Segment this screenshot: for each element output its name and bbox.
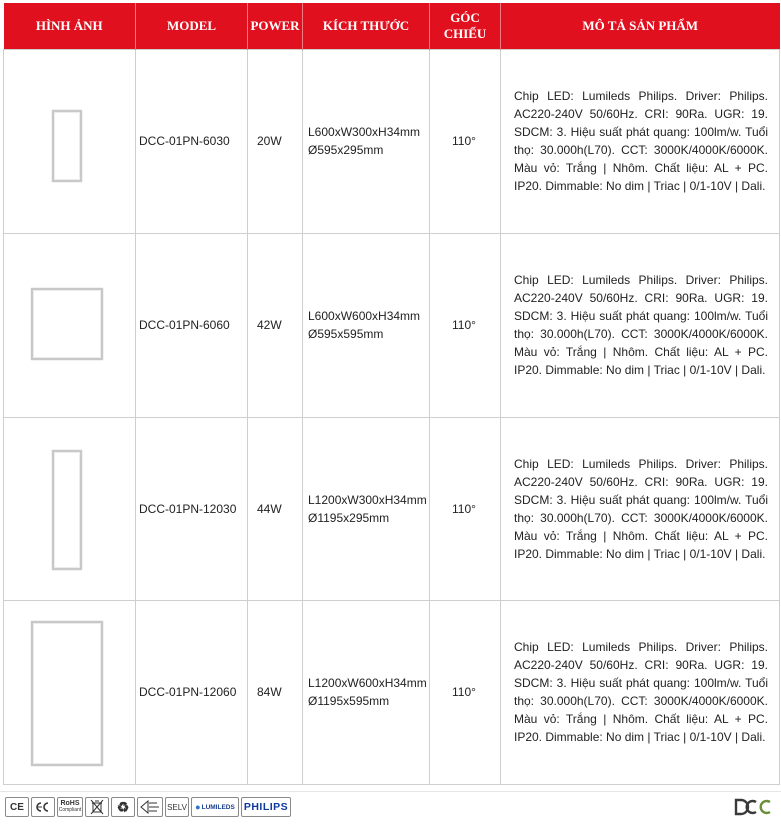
product-description: Chip LED: Lumileds Philips. Driver: Philips. AC220-240V 50/60Hz. CRI: 90Ra. UGR: 19. SDCM: 3. Hiệu suất phát quang: 100lm/w. Tuổi thọ: 30.000h(L70). CCT: 3000K/4000K/6000K. Màu vỏ: Trắng | Nhôm. Chất liệu: AL + PC. IP20. Dimmable: No dim | Triac | 0/1-10V | Dali. <box>501 417 780 600</box>
rohs-sub-label: Compliant <box>58 807 82 813</box>
size-cutout: Ø1195x295mm <box>308 510 390 525</box>
size-dimensions: L600xW300xH34mm <box>308 125 421 139</box>
product-image-cell <box>4 417 136 600</box>
product-beam-angle: 110° <box>430 233 501 417</box>
product-model: DCC-01PN-12060 <box>136 600 248 784</box>
rohs-icon <box>57 797 83 817</box>
product-beam-angle: 110° <box>430 600 501 784</box>
product-description: Chip LED: Lumileds Philips. Driver: Philips. AC220-240V 50/60Hz. CRI: 90Ra. UGR: 19. SDCM: 3. Hiệu suất phát quang: 100lm/w. Tuổi thọ: 30.000h(L70). CCT: 3000K/4000K/6000K. Màu vỏ: Trắng | Nhôm. Chất liệu: AL + PC. IP20. Dimmable: No dim | Triac | 0/1-10V | Dali. <box>501 600 780 784</box>
product-size <box>303 417 430 600</box>
product-beam-angle: 110° <box>430 417 501 600</box>
size-dimensions: L1200xW600xH34mm <box>308 676 427 690</box>
header-size: KÍCH THƯỚC <box>303 3 430 49</box>
header-image: HÌNH ẢNH <box>4 3 136 49</box>
header-model: MODEL <box>136 3 248 49</box>
lumileds-label: LUMILEDS <box>201 803 235 811</box>
header-description: MÔ TẢ SẢN PHẨM <box>501 3 780 49</box>
table-row <box>4 49 780 233</box>
panel-600x300-image <box>52 110 82 182</box>
product-size <box>303 600 430 784</box>
certification-badges <box>5 797 291 817</box>
weee-bin-icon <box>85 797 109 817</box>
table-row <box>4 600 780 784</box>
product-size <box>303 233 430 417</box>
panel-1200x600-image <box>31 621 103 766</box>
table-row <box>4 233 780 417</box>
lumileds-logo-icon: ● LUMILEDS <box>191 797 239 817</box>
product-model: DCC-01PN-6030 <box>136 49 248 233</box>
product-image-cell <box>4 600 136 784</box>
header-angle: GÓC CHIẾU <box>430 3 501 49</box>
product-size <box>303 49 430 233</box>
class-ii-icon <box>137 797 163 817</box>
product-power: 84W <box>248 600 303 784</box>
product-model: DCC-01PN-12030 <box>136 417 248 600</box>
table-header-row <box>4 3 780 49</box>
product-model: DCC-01PN-6060 <box>136 233 248 417</box>
product-description: Chip LED: Lumileds Philips. Driver: Philips. AC220-240V 50/60Hz. CRI: 90Ra. UGR: 19. SDCM: 3. Hiệu suất phát quang: 100lm/w. Tuổi thọ: 30.000h(L70). CCT: 3000K/4000K/6000K. Màu vỏ: Trắng | Nhôm. Chất liệu: AL + PC. IP20. Dimmable: No dim | Triac | 0/1-10V | Dali. <box>501 49 780 233</box>
size-dimensions: L1200xW300xH34mm <box>308 492 427 507</box>
table-row <box>4 417 780 600</box>
cc-mark-icon <box>31 797 55 817</box>
panel-600x600-image <box>31 288 103 360</box>
philips-logo-icon: PHILIPS <box>241 797 291 817</box>
size-dimensions: L600xW600xH34mm <box>308 309 421 323</box>
header-power: POWER <box>248 3 303 49</box>
size-cutout: Ø595x295mm <box>308 143 384 157</box>
product-spec-sheet <box>3 3 779 785</box>
ce-mark-icon: CE <box>5 797 29 817</box>
dcc-brand-logo-icon <box>733 796 773 818</box>
size-cutout: Ø595x595mm <box>308 327 384 341</box>
size-cutout: Ø1195x595mm <box>308 694 390 708</box>
product-beam-angle: 110° <box>430 49 501 233</box>
product-image-cell <box>4 233 136 417</box>
product-power: 20W <box>248 49 303 233</box>
certification-footer <box>0 791 781 825</box>
rohs-label: RoHS <box>60 800 80 807</box>
panel-1200x300-image <box>52 450 82 570</box>
product-image-cell <box>4 49 136 233</box>
product-power: 44W <box>248 417 303 600</box>
selv-icon: SELV <box>165 797 189 817</box>
product-power: 42W <box>248 233 303 417</box>
product-table <box>3 3 780 785</box>
product-description: Chip LED: Lumileds Philips. Driver: Philips. AC220-240V 50/60Hz. CRI: 90Ra. UGR: 19. SDCM: 3. Hiệu suất phát quang: 100lm/w. Tuổi thọ: 30.000h(L70). CCT: 3000K/4000K/6000K. Màu vỏ: Trắng | Nhôm. Chất liệu: AL + PC. IP20. Dimmable: No dim | Triac | 0/1-10V | Dali. <box>501 233 780 417</box>
recycle-icon: ♻ <box>111 797 135 817</box>
